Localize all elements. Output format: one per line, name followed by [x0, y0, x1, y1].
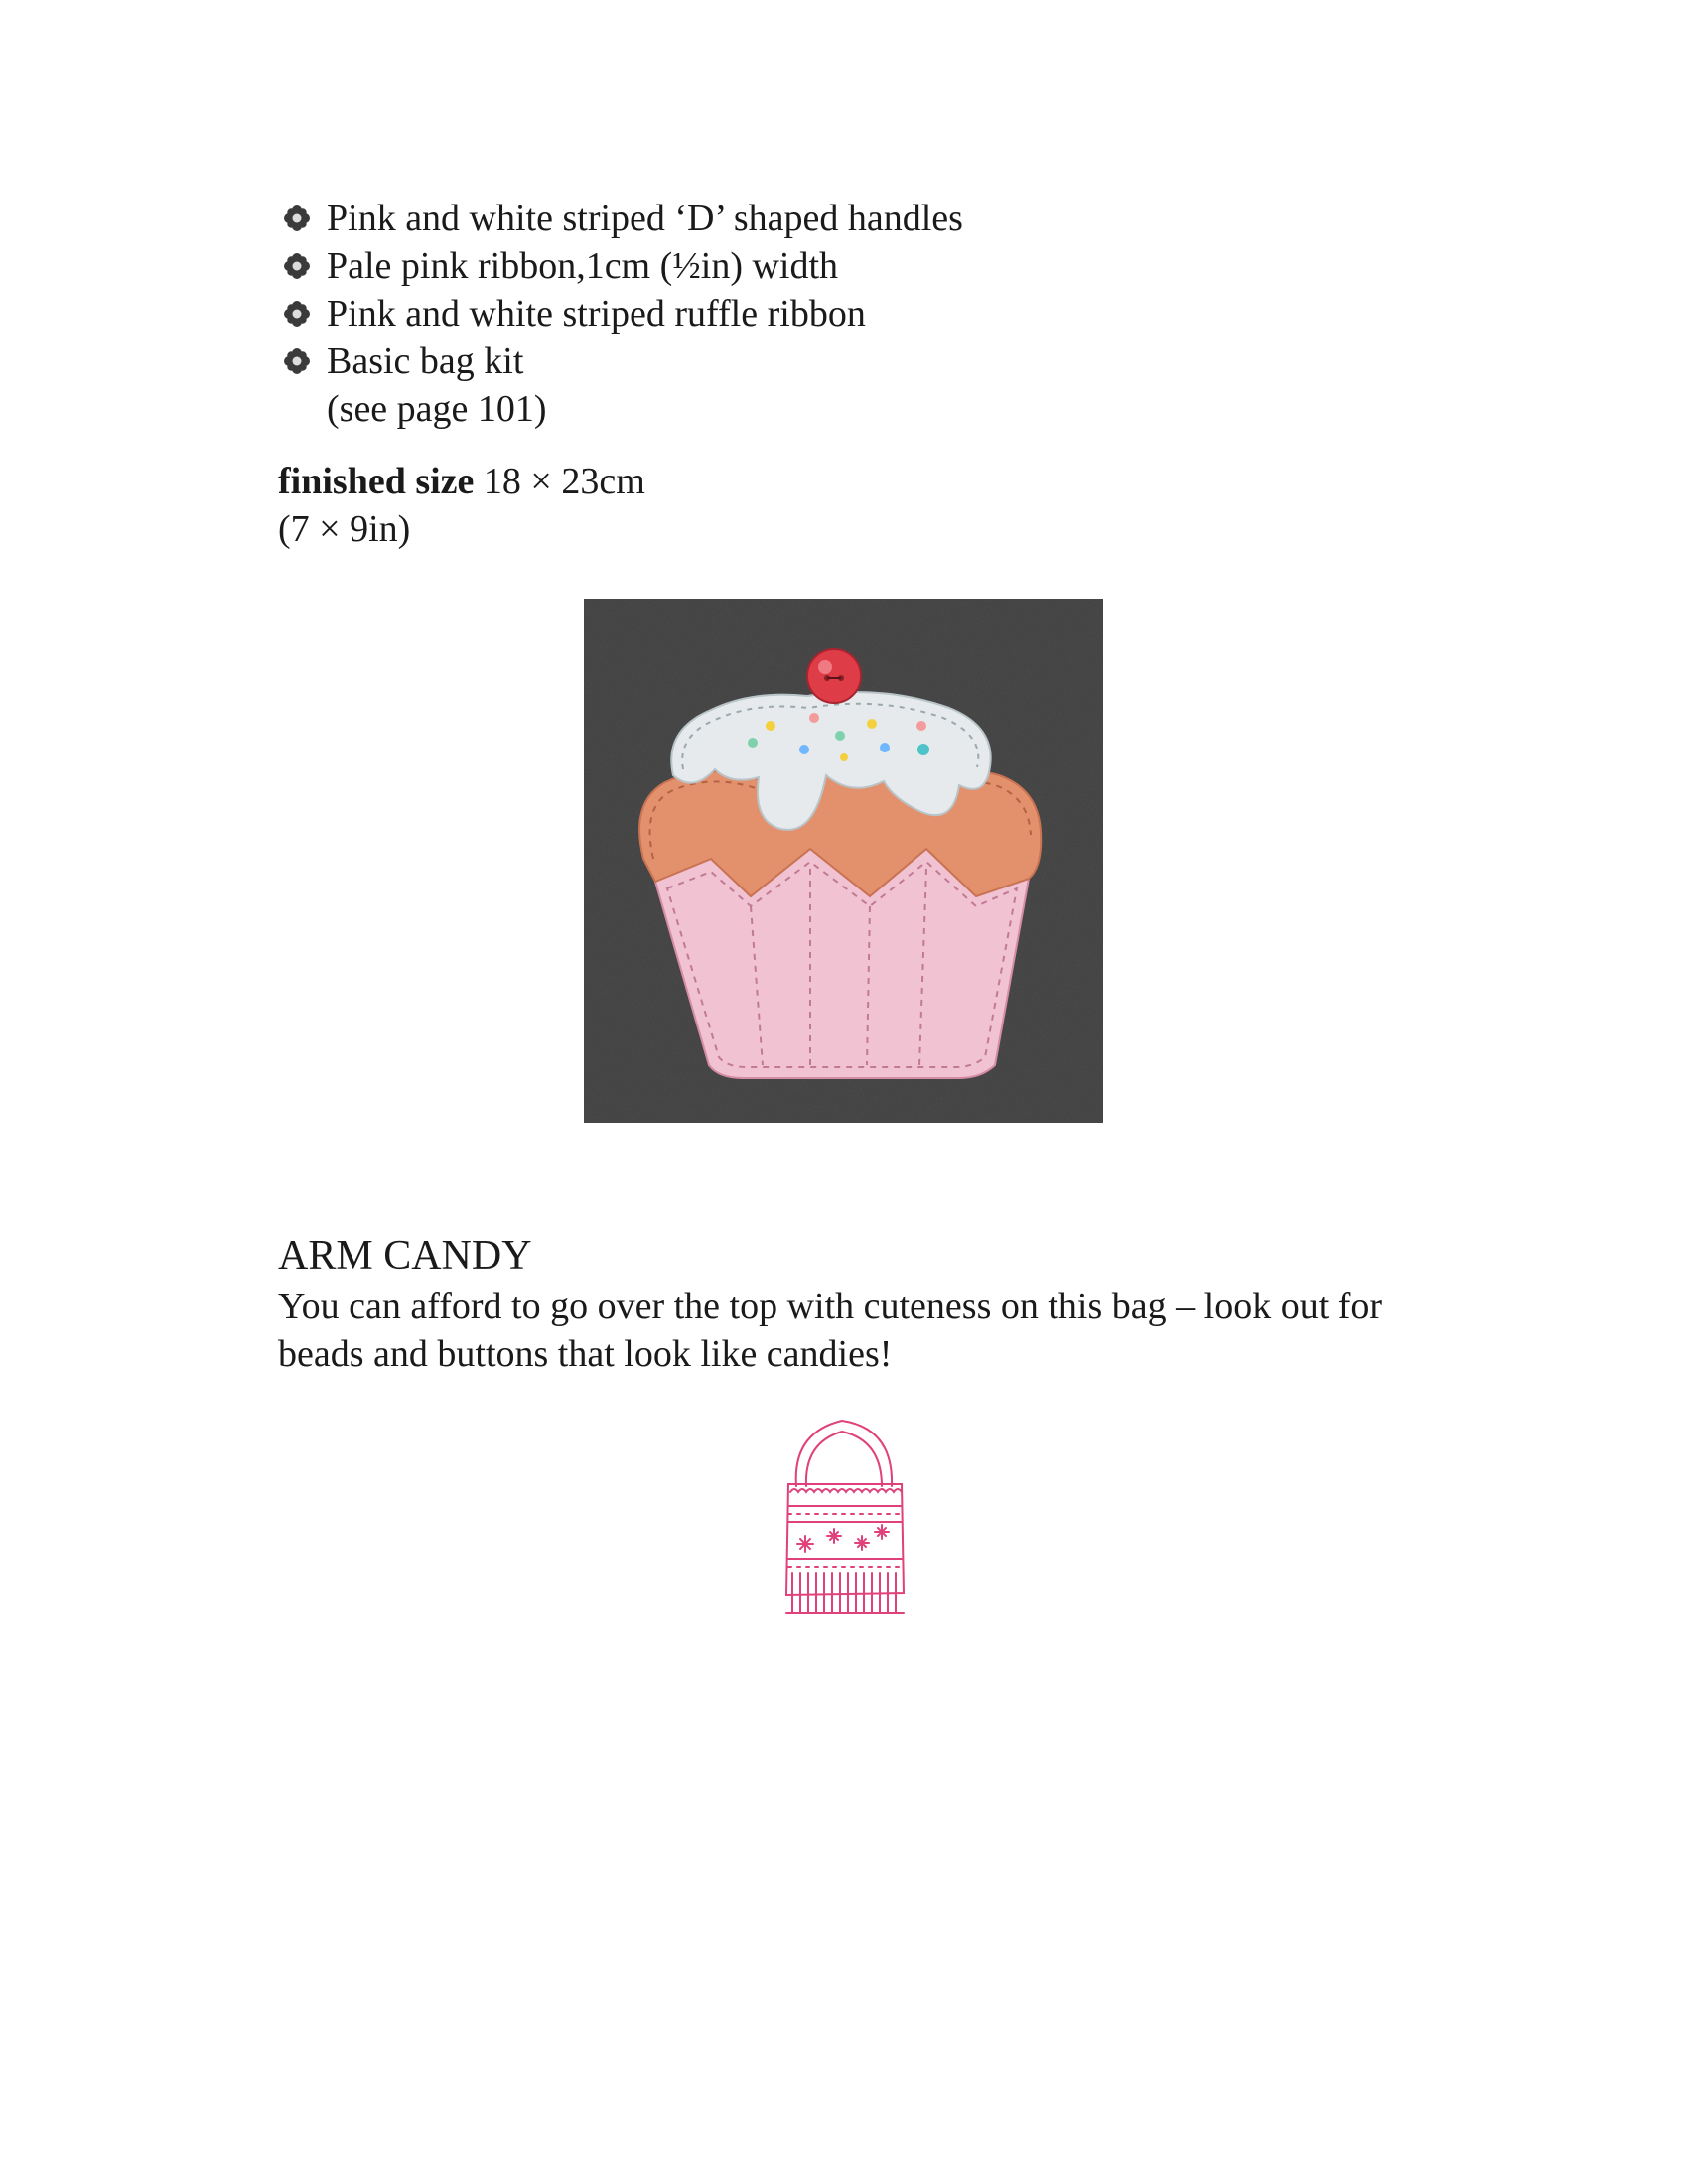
finished-size-imperial: (7 × 9in) [278, 508, 411, 550]
flower-bullet-icon [283, 347, 311, 375]
section-title: ARM CANDY [278, 1233, 532, 1279]
finished-size-metric: 18 × 23cm [483, 461, 645, 502]
materials-list-item [283, 195, 1177, 242]
finished-size-line [278, 458, 645, 505]
materials-sub-note: (see page 101) [327, 388, 547, 430]
materials-item-text: Basic bag kit [327, 341, 524, 382]
flower-bullet-icon [283, 300, 311, 328]
materials-list [283, 195, 1177, 433]
materials-item-text: Pink and white striped ‘D’ shaped handles [327, 198, 963, 239]
materials-item-text: Pink and white striped ruffle ribbon [327, 293, 866, 335]
materials-list-item [283, 338, 1177, 385]
materials-item-text: Pale pink ribbon,1cm (½in) width [327, 245, 839, 287]
flower-bullet-icon [283, 205, 311, 232]
section-description: You can afford to go over the top with cuteness on this bag – look out for beads and buttons that look like candies! [278, 1286, 1383, 1375]
finished-size [278, 458, 645, 553]
bag-sketch-icon [778, 1415, 913, 1628]
flower-bullet-icon [283, 252, 311, 280]
cherry-button-icon [807, 649, 861, 703]
finished-size-label: finished size [278, 461, 475, 502]
materials-list-item [283, 290, 1177, 338]
materials-list-item [283, 242, 1177, 290]
cupcake-photo [584, 599, 1103, 1123]
